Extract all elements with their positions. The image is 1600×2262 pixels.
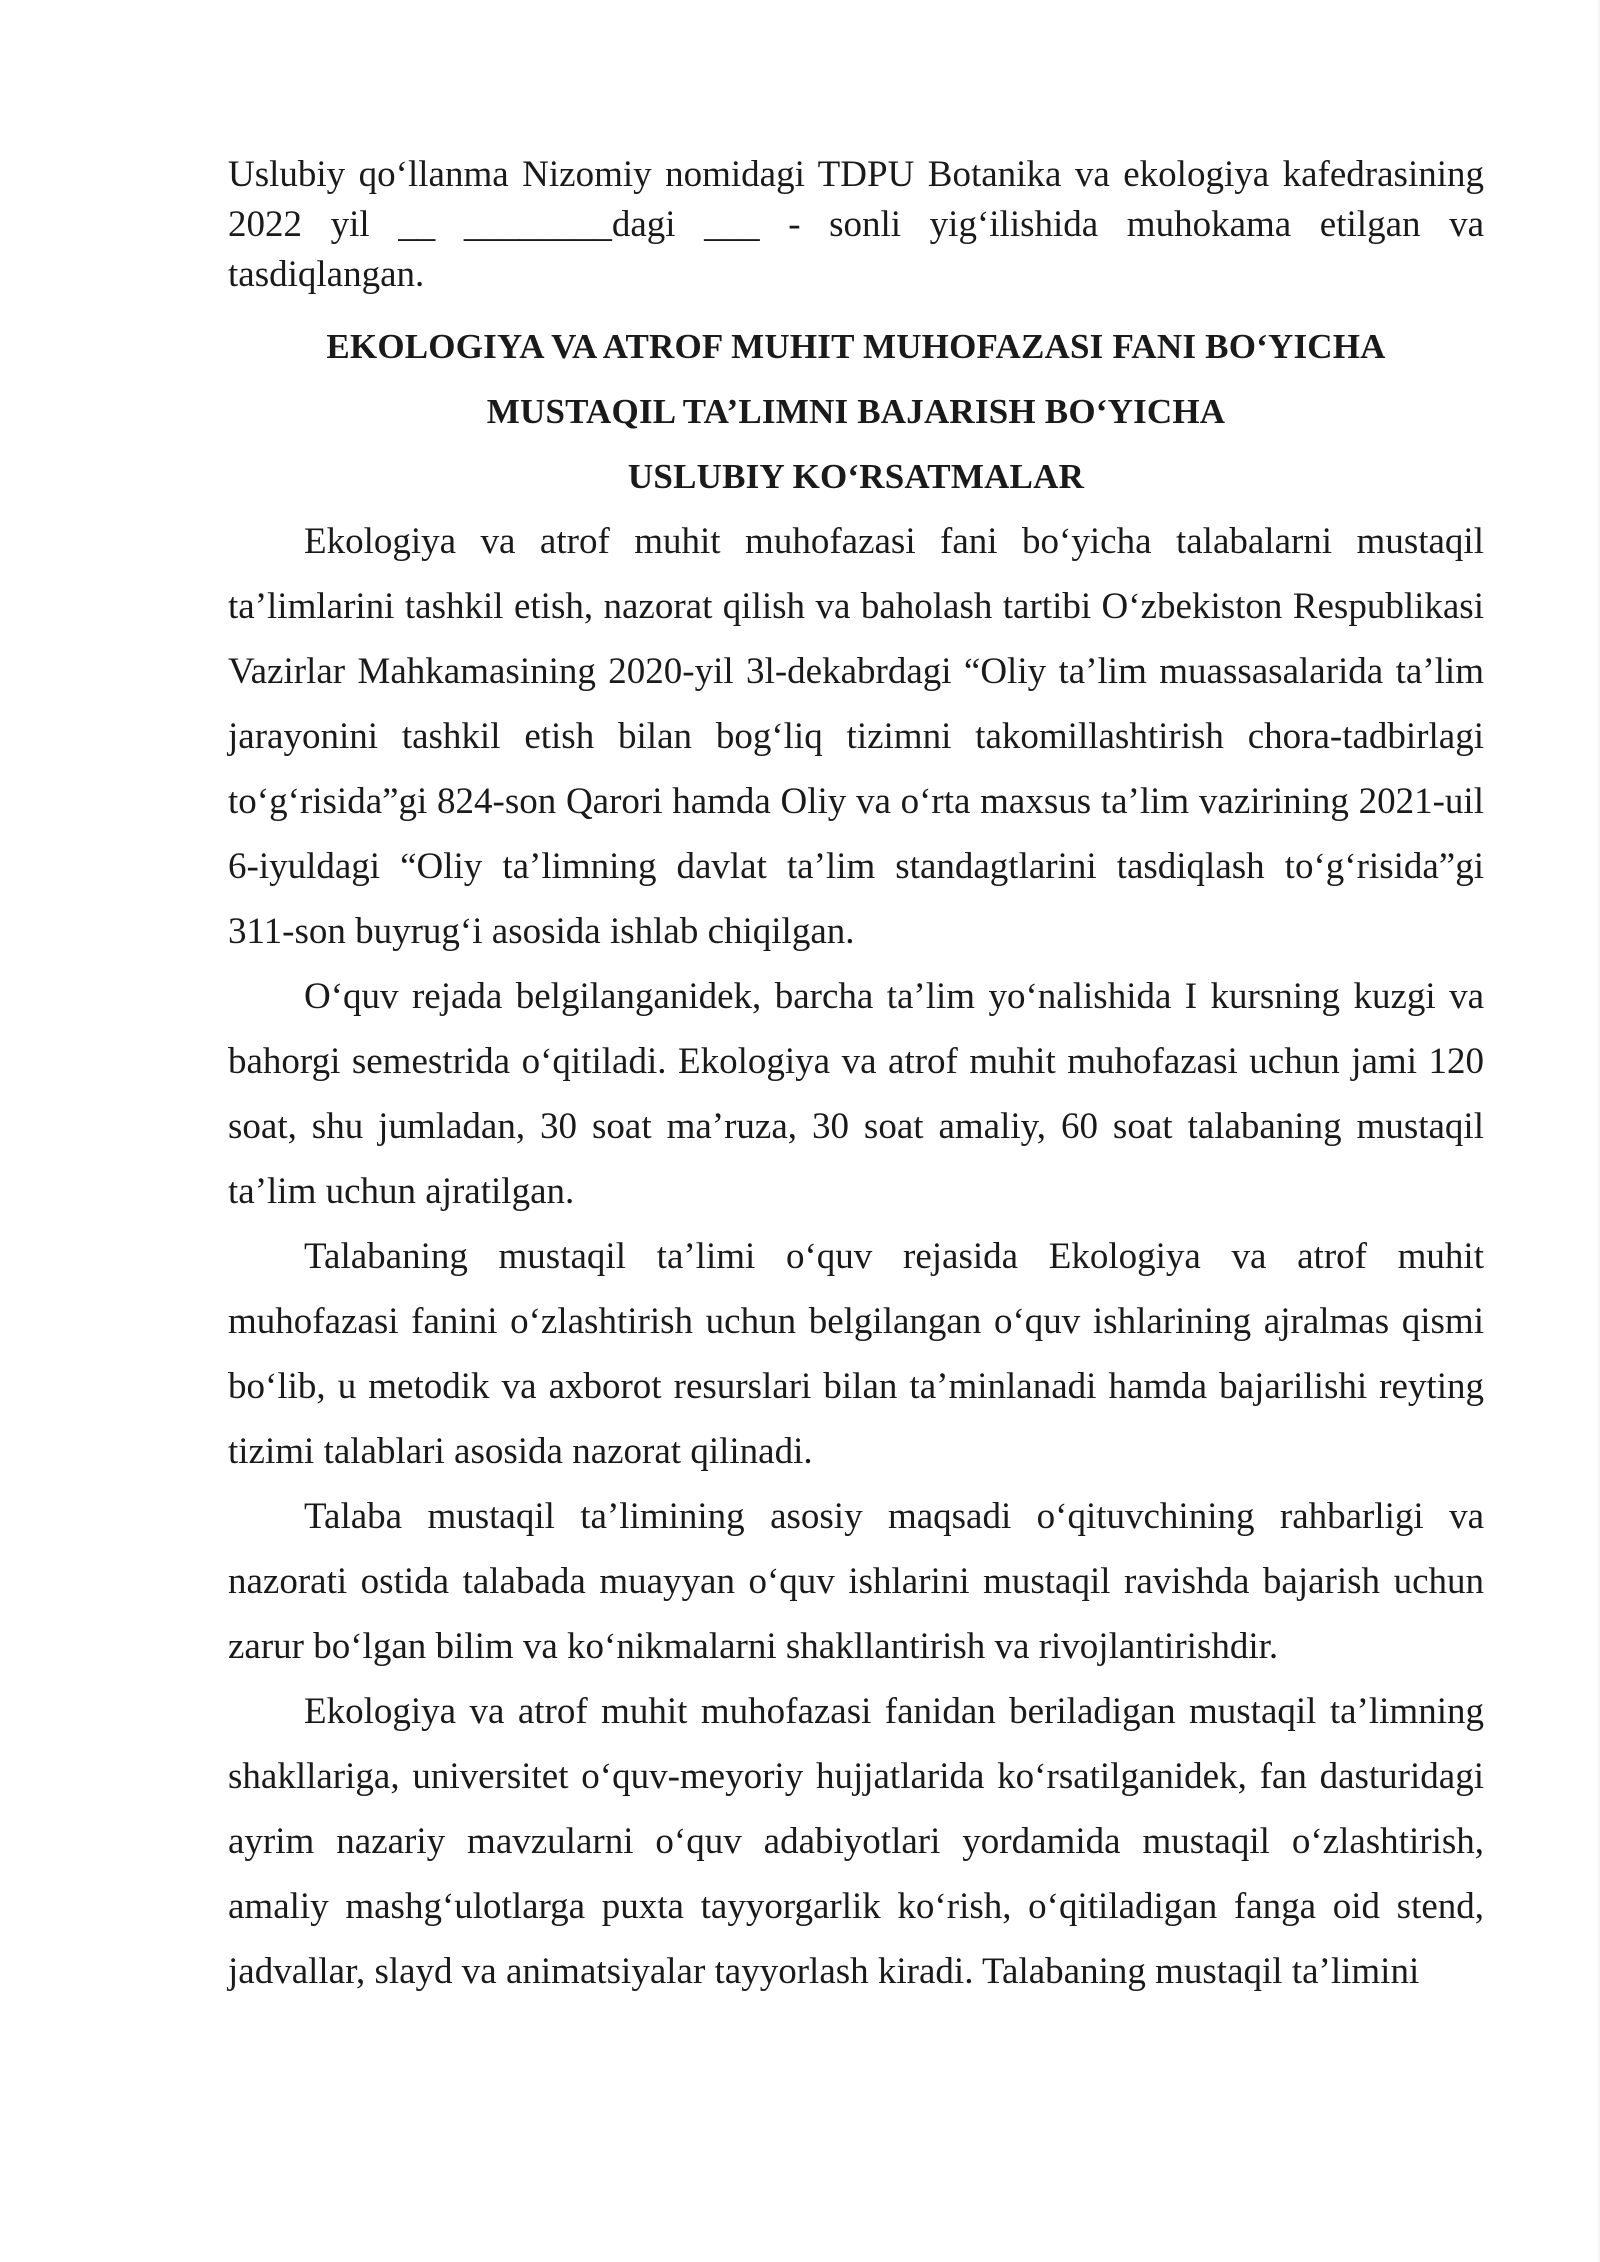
paragraph-5: Ekologiya va atrof muhit muhofazasi fanidan beriladigan mustaqil ta’limning shakllariga, universitet o‘quv-meyoriy hujjatlarida ko‘rsatilganidek, fan dasturidagi ayrim nazariy mavzularni o‘quv adabiyotlari yordamida mustaqil o‘zlashtirish, amaliy mashg‘ulotlarga puxta tayyorgarlik ko‘rish, o‘qitiladigan fanga oid stend, jadvallar, slayd va animatsiyalar tayyorlash kiradi. Talabaning mustaqil ta’limini [228,1691,1484,1992]
document-title [228,314,1484,509]
title-line-2: MUSTAQIL TA’LIMNI BAJARISH BO‘YICHA [486,392,1226,431]
document-page [228,150,1484,2004]
paragraph-4: Talaba mustaqil ta’limining asosiy maqsadi o‘qituvchining rahbarligi va nazorati ostida talabada muayyan o‘quv ishlarini mustaqil ravishda bajarish uchun zarur bo‘lgan bilim va ko‘nikmalarni shakllantirish va rivojlantirishdir. [228,1496,1484,1667]
paragraph-3: Talabaning mustaqil ta’limi o‘quv rejasida Ekologiya va atrof muhit muhofazasi fanini o‘zlashtirish uchun belgilangan o‘quv ishlarining ajralmas qismi bo‘lib, u metodik va axborot resurslari bilan ta’minlanadi hamda bajarilishi reyting tizimi talablari asosida nazorat qilinadi. [228,1236,1484,1472]
title-line-1: EKOLOGIYA VA ATROF MUHIT MUHOFAZASI FANI BO‘YICHA [326,327,1386,366]
approval-note: Uslubiy qo‘llanma Nizomiy nomidagi TDPU Botanika va ekologiya kafedrasining 2022 yil __ ________dagi ___ - sonli yig‘ilishida muhokama etilgan va tasdiqlangan. [228,154,1484,295]
paragraph-1: Ekologiya va atrof muhit muhofazasi fani bo‘yicha talabalarni mustaqil ta’limlarini tashkil etish, nazorat qilish va baholash tartibi O‘zbekiston Respublikasi Vazirlar Mahkamasining 2020-yil 3l-dekabrdagi “Oliy ta’lim muassasalarida ta’lim jarayonini tashkil etish bilan bog‘liq tizimni takomillashtirish chora-tadbirlagi to‘g‘risida”gi 824-son Qarori hamda Oliy va o‘rta maxsus ta’lim vazirining 2021-uil 6-iyuldagi “Oliy ta’limning davlat ta’lim standagtlarini tasdiqlash to‘g‘risida”gi 311-son buyrug‘i asosida ishlab chiqilgan. [228,521,1484,952]
paragraph-2: O‘quv rejada belgilanganidek, barcha ta’lim yo‘nalishida I kursning kuzgi va bahorgi semestrida o‘qitiladi. Ekologiya va atrof muhit muhofazasi uchun jami 120 soat, shu jumladan, 30 soat ma’ruza, 30 soat amaliy, 60 soat talabaning mustaqil ta’lim uchun ajratilgan. [228,976,1484,1212]
title-line-3: USLUBIY KO‘RSATMALAR [627,457,1085,496]
